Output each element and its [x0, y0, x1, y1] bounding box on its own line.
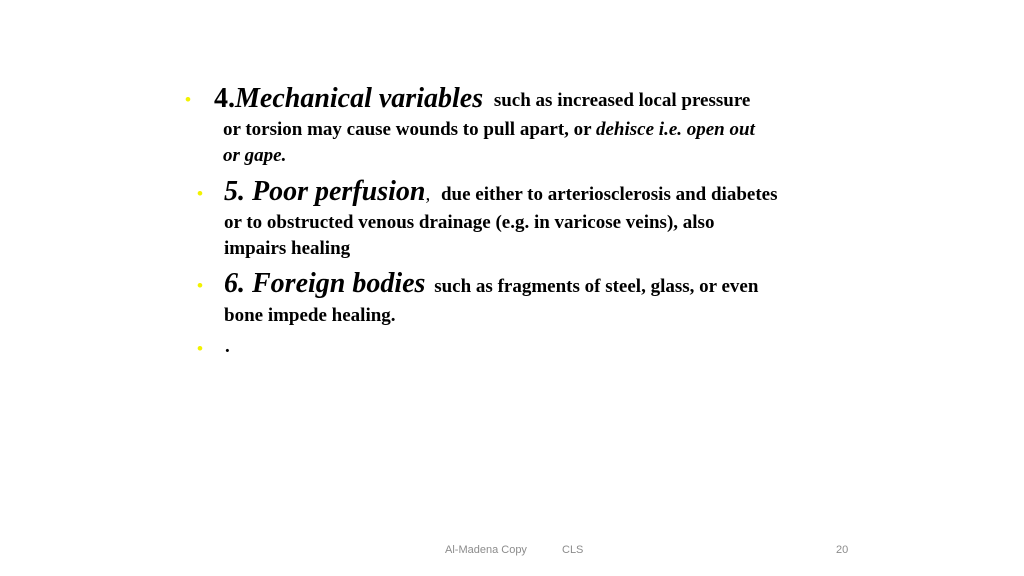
bullet-italic-text: dehisce i.e. open out	[596, 119, 755, 140]
bullet-dot: •	[185, 90, 191, 109]
bullet-text: impairs healing	[224, 238, 351, 259]
bullet-dot: •	[197, 276, 203, 295]
footer-left-text: Al-Madena Copy	[445, 544, 527, 556]
page-number: 20	[836, 544, 849, 556]
bullet-text: or to obstructed venous drainage (e.g. in varicose veins), also	[224, 212, 715, 233]
bullet-comma: ,	[425, 184, 431, 205]
bullet-heading: 6. Foreign bodies	[224, 268, 426, 299]
bullet-text: such as fragments of steel, glass, or even	[434, 276, 759, 297]
bullet-text: or torsion may cause wounds to pull apart, or	[223, 119, 596, 140]
bullet-text: such as increased local pressure	[493, 90, 751, 111]
bullet-text: .	[225, 336, 230, 357]
footer-center-text: CLS	[562, 544, 584, 556]
bullet-text: due either to arteriosclerosis and diabetes	[440, 184, 778, 205]
bullet-line	[224, 270, 758, 298]
bullet-line	[223, 120, 755, 139]
bullet-line	[214, 85, 750, 113]
bullet-heading: Mechanical variables	[235, 83, 484, 114]
bullet-italic-text: or gape.	[223, 145, 287, 166]
bullet-dot: •	[197, 339, 203, 358]
bullet-text: bone impede healing.	[224, 305, 396, 326]
bullet-number: 4.	[214, 83, 235, 114]
bullet-line	[224, 178, 777, 206]
bullet-heading: 5. Poor perfusion	[224, 176, 426, 207]
bullet-dot: •	[197, 184, 203, 203]
